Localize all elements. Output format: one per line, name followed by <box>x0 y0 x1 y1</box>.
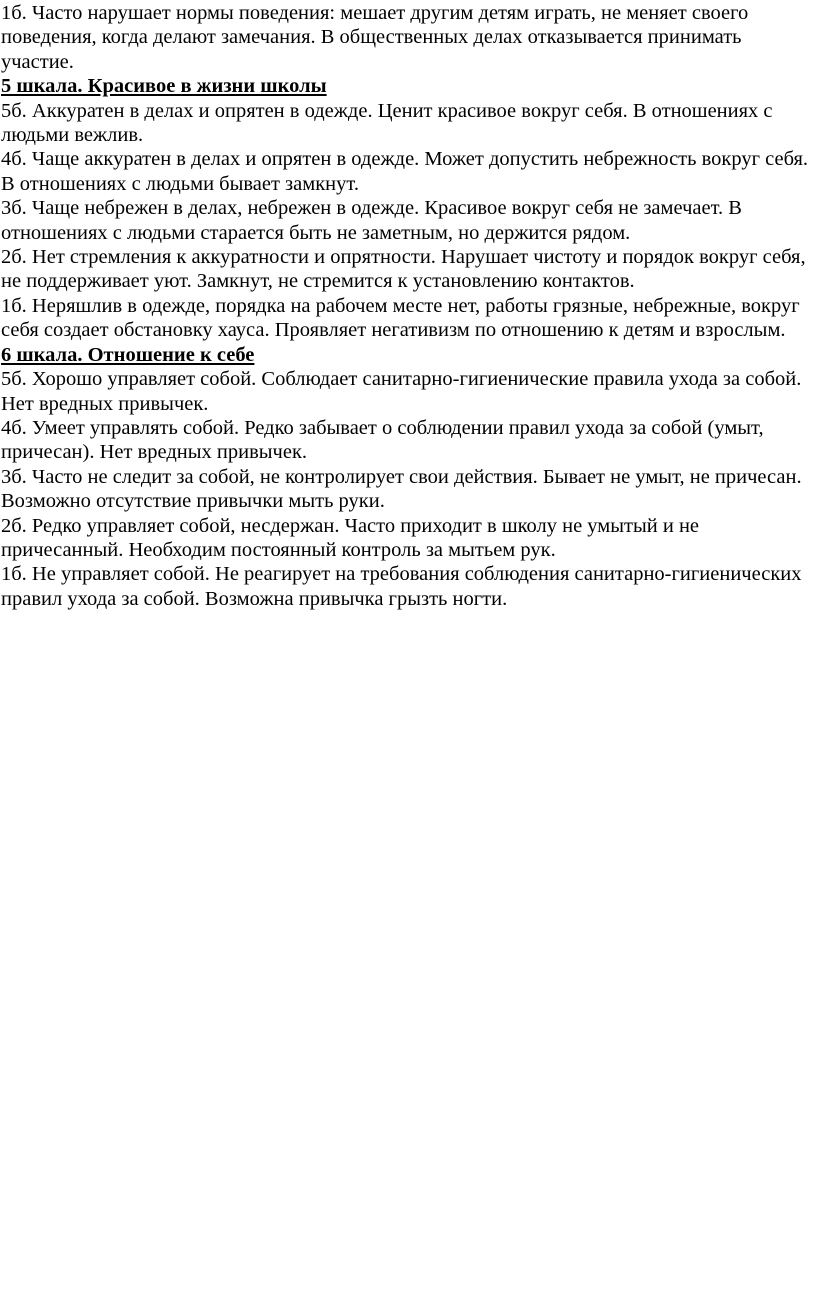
score-4-self-text: 4б. Умеет управлять собой. Редко забывает о соблюдении правил ухода за собой (умыт, причесан). Нет вредных привычек. <box>1 416 764 464</box>
score-5-self-text: 5б. Хорошо управляет собой. Соблюдает санитарно-гигиенические правила ухода за собой. Нет вредных привычек. <box>1 368 802 415</box>
score-1-beauty-text: 1б. Неряшлив в одежде, порядка на рабочем месте нет, работы грязные, небрежные, вокруг себя создает обстановку хауса. Проявляет негативизм по отношению к детям и взрослым. <box>1 294 800 342</box>
score-3-self-text: 3б. Часто не следит за собой, не контролирует свои действия. Бывает не умыт, не причесан. Возможно отсутствие привычки мыть руки. <box>1 465 802 513</box>
score-2-beauty-text: 2б. Нет стремления к аккуратности и опрятности. Нарушает чистоту и порядок вокруг себя, не поддерживает уют. Замкнут, не стремится к установлению контактов. <box>1 246 806 293</box>
score-1-self-text: 1б. Не управляет собой. Не реагирует на требования соблюдения санитарно-гигиенических правил ухода за собой. Возможна привычка грызть ногти. <box>1 563 802 610</box>
document-page <box>1 1 813 611</box>
score-5-beauty-text: 5б. Аккуратен в делах и опрятен в одежде. Ценит красивое вокруг себя. В отношениях с людьми вежлив. <box>1 99 773 147</box>
score-1-behavior-text: 1б. Часто нарушает нормы поведения: мешает другим детям играть, не меняет своего поведения, когда делают замечания. В общественных делах отказывается принимать участие. <box>1 2 749 73</box>
section-heading-scale-5: 5 шкала. Красивое в жизни школы <box>1 75 327 98</box>
score-4-beauty-text: 4б. Чаще аккуратен в делах и опрятен в одежде. Может допустить небрежность вокруг себя. В отношениях с людьми бывает замкнут. <box>1 148 809 195</box>
section-heading-scale-6: 6 шкала. Отношение к себе <box>1 343 255 366</box>
score-2-self-text: 2б. Редко управляет собой, несдержан. Часто приходит в школу не умытый и не причесанный. Необходим постоянный контроль за мытьем рук. <box>1 514 700 561</box>
score-3-beauty-text: 3б. Чаще небрежен в делах, небрежен в одежде. Красивое вокруг себя не замечает. В отношениях с людьми старается быть не заметным, но держится рядом. <box>1 197 742 244</box>
